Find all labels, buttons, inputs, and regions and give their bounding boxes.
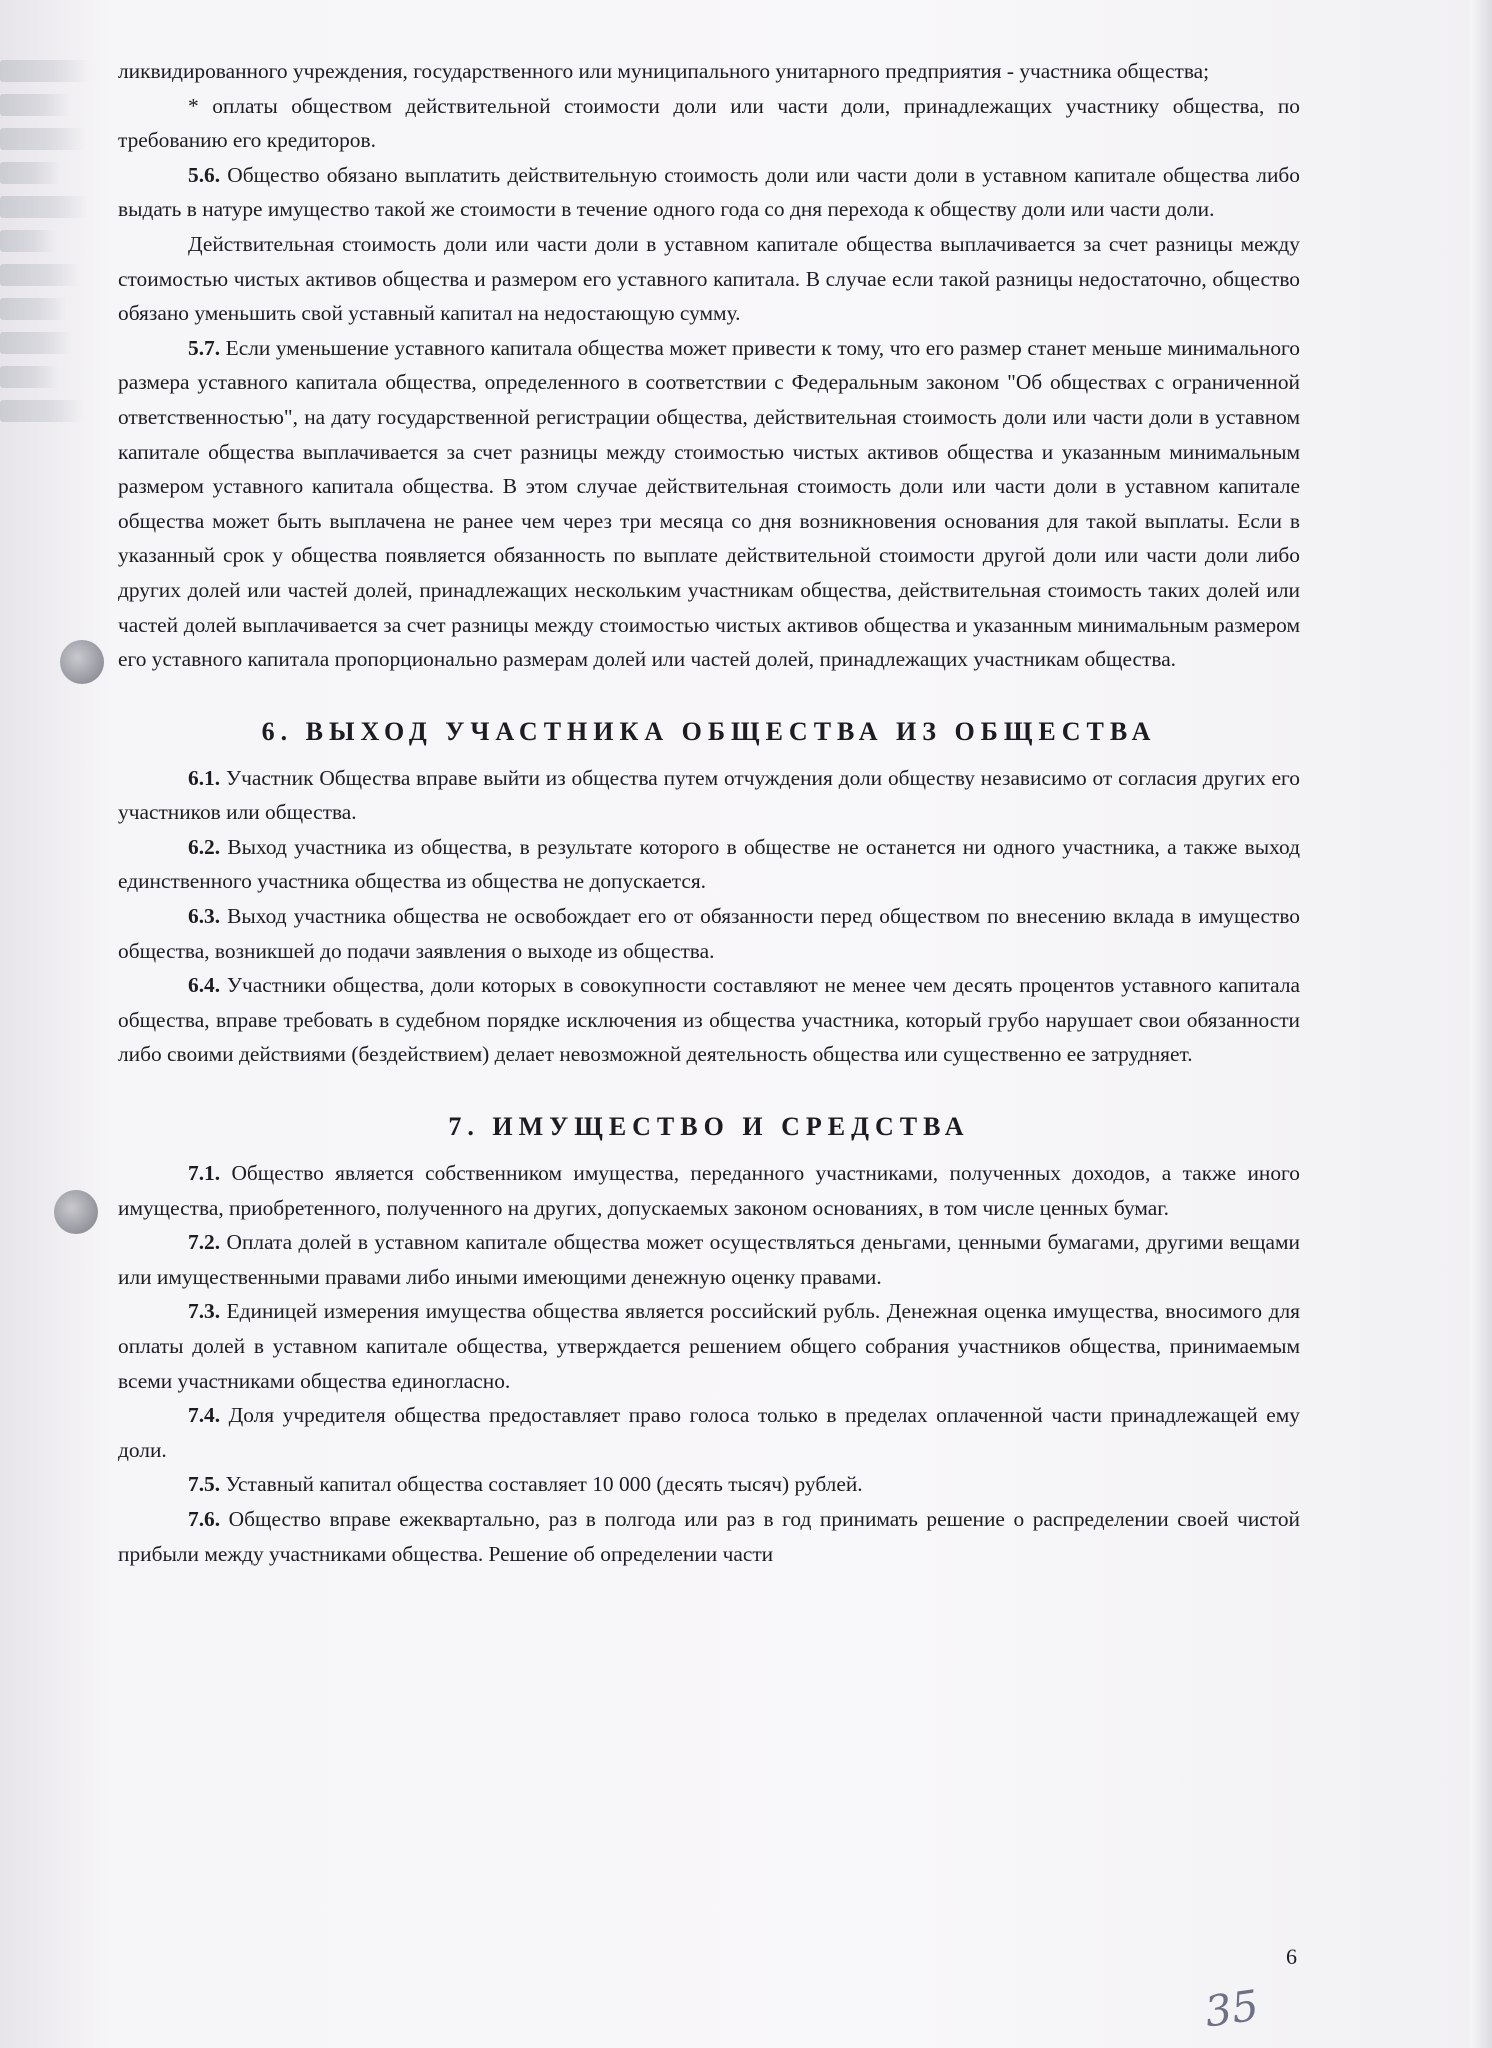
paragraph [118,227,1300,331]
paragraph [118,1225,1300,1294]
paragraph-text: Выход участника из общества, в результате которого в обществе не останется ни одного участника, а также выход единственного участника общества из общества не допускается. [118,834,1300,894]
paragraph [118,1398,1300,1467]
paragraph-text: Участник Общества вправе выйти из общества путем отчуждения доли обществу независимо от согласия других его участников или общества. [118,765,1300,825]
binder-hole-top [60,640,104,684]
paragraph-text: Если уменьшение уставного капитала общества может привести к тому, что его размер станет меньше минимального размера уставного капитала общества, определенного в соответствии с Федеральным законом "Об обществах с ограниченной ответственностью", на дату государственной регистрации общества, действительная стоимость доли или части доли в уставном капитале общества выплачивается за счет разницы между стоимостью чистых активов общества и указанным минимальным размером уставного капитала общества. В этом случае действительная стоимость доли или части доли в уставном капитале общества может быть выплачена не ранее чем через три месяца со дня возникновения основания для такой выплаты. Если в указанный срок у общества появляется обязанность по выплате действительной стоимости другой доли или части доли либо других долей или частей долей, принадлежащих нескольким участникам общества, действительная стоимость таких долей или частей долей выплачивается за счет разницы между стоимостью чистых активов общества и указанным минимальным размером его уставного капитала пропорционально размерам долей или частей долей, принадлежащих участникам общества. [118,335,1300,672]
paragraph-text: Единицей измерения имущества общества является российский рубль. Денежная оценка имущества, вносимого для оплаты долей в уставном капитале общества, утверждается решением общего собрания участников общества, принимаемым всеми участниками общества единогласно. [118,1299,1300,1393]
paragraph [118,899,1300,968]
clause-number: 7.1. [188,1161,221,1186]
handwritten-sheet-number: 35 [1201,1980,1262,2037]
paragraph [118,1502,1300,1571]
section-heading: 7. ИМУЩЕСТВО И СРЕДСТВА [448,1112,970,1142]
paragraph-text: Действительная стоимость доли или части доли в уставном капитале общества выплачивается за счет разницы между стоимостью чистых активов общества и размером его уставного капитала. В случае если такой разницы недостаточно, общество обязано уменьшить свой уставный капитал на недостающую сумму. [118,231,1300,326]
paragraph [118,830,1300,899]
paragraph-text: Оплата долей в уставном капитале общества может осуществляться деньгами, ценными бумагами, другими вещами или имущественными правами либо иными имеющими денежную оценку правами. [118,1230,1300,1289]
paragraph [118,968,1300,1072]
clause-number: 6.4. [188,973,221,998]
paragraph-text: Уставный капитал общества составляет 10 000 (десять тысяч) рублей. [220,1472,863,1497]
clause-number: 7.5. [188,1472,221,1497]
paragraph-text: Доля учредителя общества предоставляет право голоса только в пределах оплаченной части принадлежащей ему доли. [118,1403,1300,1462]
clause-number: 6.3. [188,904,221,929]
paragraph-text: * оплаты обществом действительной стоимости доли или части доли, принадлежащих участнику общества, по требованию его кредиторов. [118,93,1300,153]
paragraph-text: Общество обязано выплатить действительную стоимость доли или части доли в уставном капитале общества либо выдать в натуре имущество такой же стоимости в течение одного года со дня перехода к обществу доли или части доли. [118,162,1300,222]
paragraph [118,89,1300,158]
paragraph [118,761,1300,830]
paragraph [118,1156,1300,1225]
paragraph-text: Участники общества, доли которых в совокупности составляют не менее чем десять процентов уставного капитала общества, вправе требовать в судебном порядке исключения из общества участника, который грубо нарушает свои обязанности либо своими действиями (бездействием) делает невозможной деятельность общества или существенно ее затрудняет. [118,973,1300,1067]
clause-number: 5.7. [188,335,221,360]
clause-number: 7.3. [188,1299,221,1324]
paragraph [118,331,1300,677]
clause-number: 7.4. [188,1403,221,1428]
document-body [118,54,1300,1571]
bleed-through-marks [0,60,100,960]
binder-hole-bottom [54,1190,98,1234]
paragraph-text: Общество вправе ежеквартально, раз в полгода или раз в год принимать решение о распределении своей чистой прибыли между участниками общества. Решение об определении части [118,1506,1300,1566]
section-heading: 6. ВЫХОД УЧАСТНИКА ОБЩЕСТВА ИЗ ОБЩЕСТВА [261,716,1157,746]
page-number: 6 [1286,1944,1297,1969]
page-edge-shadow [1470,0,1492,2048]
paragraph [118,1467,1300,1502]
paragraph [118,54,1300,89]
clause-number: 6.2. [188,834,221,859]
paragraph-text: Общество является собственником имущества, переданного участниками, полученных доходов, а также иного имущества, приобретенного, полученного на других, допускаемых законом основаниях, в том числе ценных бумаг. [118,1161,1300,1220]
clause-number: 7.6. [188,1506,221,1531]
paragraph [118,158,1300,227]
clause-number: 5.6. [188,162,221,187]
clause-number: 7.2. [188,1230,221,1255]
clause-number: 6.1. [188,765,221,790]
paragraph-text: ликвидированного учреждения, государственного или муниципального унитарного предприятия - участника общества; [118,59,1210,83]
paragraph-text: Выход участника общества не освобождает его от обязанности перед обществом по внесению вклада в имущество общества, возникшей до подачи заявления о выходе из общества. [118,904,1300,963]
paragraph [118,1294,1300,1398]
